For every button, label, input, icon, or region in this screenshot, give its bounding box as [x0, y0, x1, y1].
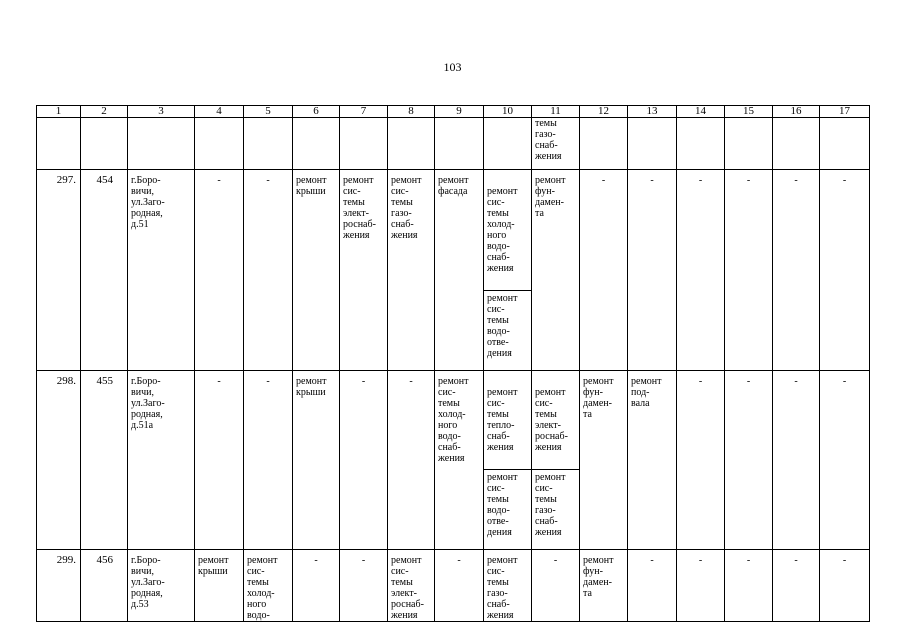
work-cell: ремонт сис- темы газо- снаб- жения — [484, 550, 532, 622]
work-cell: ремонт крыши — [293, 170, 340, 371]
work-cell — [532, 371, 580, 550]
table-cell — [773, 118, 820, 170]
column-header: 7 — [340, 106, 388, 118]
table-cell — [195, 118, 244, 170]
work-cell: - — [725, 550, 773, 622]
column-header: 10 — [484, 106, 532, 118]
work-cell: ремонт сис- темы холод- ного водо- — [244, 550, 293, 622]
column-header: 13 — [628, 106, 677, 118]
work-cell: ремонт фун- дамен- та — [532, 170, 580, 371]
work-cell: - — [725, 371, 773, 550]
table-cell — [340, 118, 388, 170]
work-cell: - — [244, 170, 293, 371]
continuation-row — [37, 118, 870, 170]
work-cell: - — [340, 550, 388, 622]
table-cell — [244, 118, 293, 170]
column-header: 2 — [81, 106, 128, 118]
work-cell: - — [293, 550, 340, 622]
work-cell: - — [244, 371, 293, 550]
work-item: ремонт сис- темы холод- ного водо- снаб- жения — [487, 186, 518, 274]
table-cell — [580, 118, 628, 170]
work-cell: ремонт под- вала — [628, 371, 677, 550]
table-cell — [81, 118, 128, 170]
work-cell: - — [388, 371, 435, 550]
table-row — [37, 550, 870, 622]
table-cell — [484, 118, 532, 170]
work-cell: ремонт крыши — [195, 550, 244, 622]
column-number-row — [37, 106, 870, 118]
work-cell: - — [435, 550, 484, 622]
work-cell: ремонт сис- темы газо- снаб- жения — [388, 170, 435, 371]
work-cell: - — [628, 550, 677, 622]
table-cell — [820, 118, 870, 170]
work-cell: - — [195, 371, 244, 550]
work-cell: - — [628, 170, 677, 371]
work-item: ремонт сис- темы тепло- снаб- жения — [487, 387, 518, 453]
table-cell — [435, 118, 484, 170]
row-number: 297. — [37, 170, 81, 371]
work-cell: - — [677, 371, 725, 550]
work-cell: - — [773, 371, 820, 550]
address-cell: г.Боро- вичи, ул.Заго- родная, д.51а — [128, 371, 195, 550]
house-code: 454 — [81, 170, 128, 371]
work-item: ремонт сис- темы газо- снаб- жения — [532, 469, 579, 538]
table-cell — [128, 118, 195, 170]
work-cell: - — [677, 170, 725, 371]
column-header: 14 — [677, 106, 725, 118]
column-header: 5 — [244, 106, 293, 118]
work-cell: ремонт сис- темы элект- роснаб- жения — [388, 550, 435, 622]
work-cell: ремонт крыши — [293, 371, 340, 550]
address-cell: г.Боро- вичи, ул.Заго- родная, д.53 — [128, 550, 195, 622]
work-cell: темы газо- снаб- жения — [532, 118, 580, 170]
column-header: 6 — [293, 106, 340, 118]
work-cell: - — [773, 550, 820, 622]
table-cell — [725, 118, 773, 170]
work-cell: - — [580, 170, 628, 371]
work-cell: ремонт фасада — [435, 170, 484, 371]
repair-schedule-table — [36, 105, 870, 622]
work-cell: - — [340, 371, 388, 550]
work-cell: ремонт фун- дамен- та — [580, 550, 628, 622]
work-cell — [484, 371, 532, 550]
house-code: 456 — [81, 550, 128, 622]
row-number: 298. — [37, 371, 81, 550]
column-header: 8 — [388, 106, 435, 118]
work-cell: - — [820, 371, 870, 550]
work-cell: - — [532, 550, 580, 622]
house-code: 455 — [81, 371, 128, 550]
column-header: 15 — [725, 106, 773, 118]
column-header: 16 — [773, 106, 820, 118]
address-cell: г.Боро- вичи, ул.Заго- родная, д.51 — [128, 170, 195, 371]
work-cell: - — [773, 170, 820, 371]
row-number: 299. — [37, 550, 81, 622]
work-item: ремонт сис- темы водо- отве- дения — [484, 290, 531, 359]
table-cell — [293, 118, 340, 170]
column-header: 11 — [532, 106, 580, 118]
work-cell: - — [677, 550, 725, 622]
work-item: ремонт сис- темы элект- роснаб- жения — [535, 387, 568, 453]
work-cell: ремонт сис- темы элект- роснаб- жения — [340, 170, 388, 371]
column-header: 17 — [820, 106, 870, 118]
table-cell — [628, 118, 677, 170]
page-number: 103 — [443, 60, 462, 74]
column-header: 1 — [37, 106, 81, 118]
work-cell: ремонт сис- темы холод- ного водо- снаб- жения — [435, 371, 484, 550]
work-item: ремонт сис- темы водо- отве- дения — [484, 469, 531, 538]
table-cell — [677, 118, 725, 170]
work-cell: - — [195, 170, 244, 371]
column-header: 3 — [128, 106, 195, 118]
work-cell: - — [820, 550, 870, 622]
work-cell — [484, 170, 532, 371]
column-header: 12 — [580, 106, 628, 118]
work-cell: - — [725, 170, 773, 371]
column-header: 4 — [195, 106, 244, 118]
table-row — [37, 371, 870, 550]
table-cell — [388, 118, 435, 170]
table-cell — [37, 118, 81, 170]
table-row — [37, 170, 870, 371]
column-header: 9 — [435, 106, 484, 118]
work-cell: - — [820, 170, 870, 371]
work-cell: ремонт фун- дамен- та — [580, 371, 628, 550]
